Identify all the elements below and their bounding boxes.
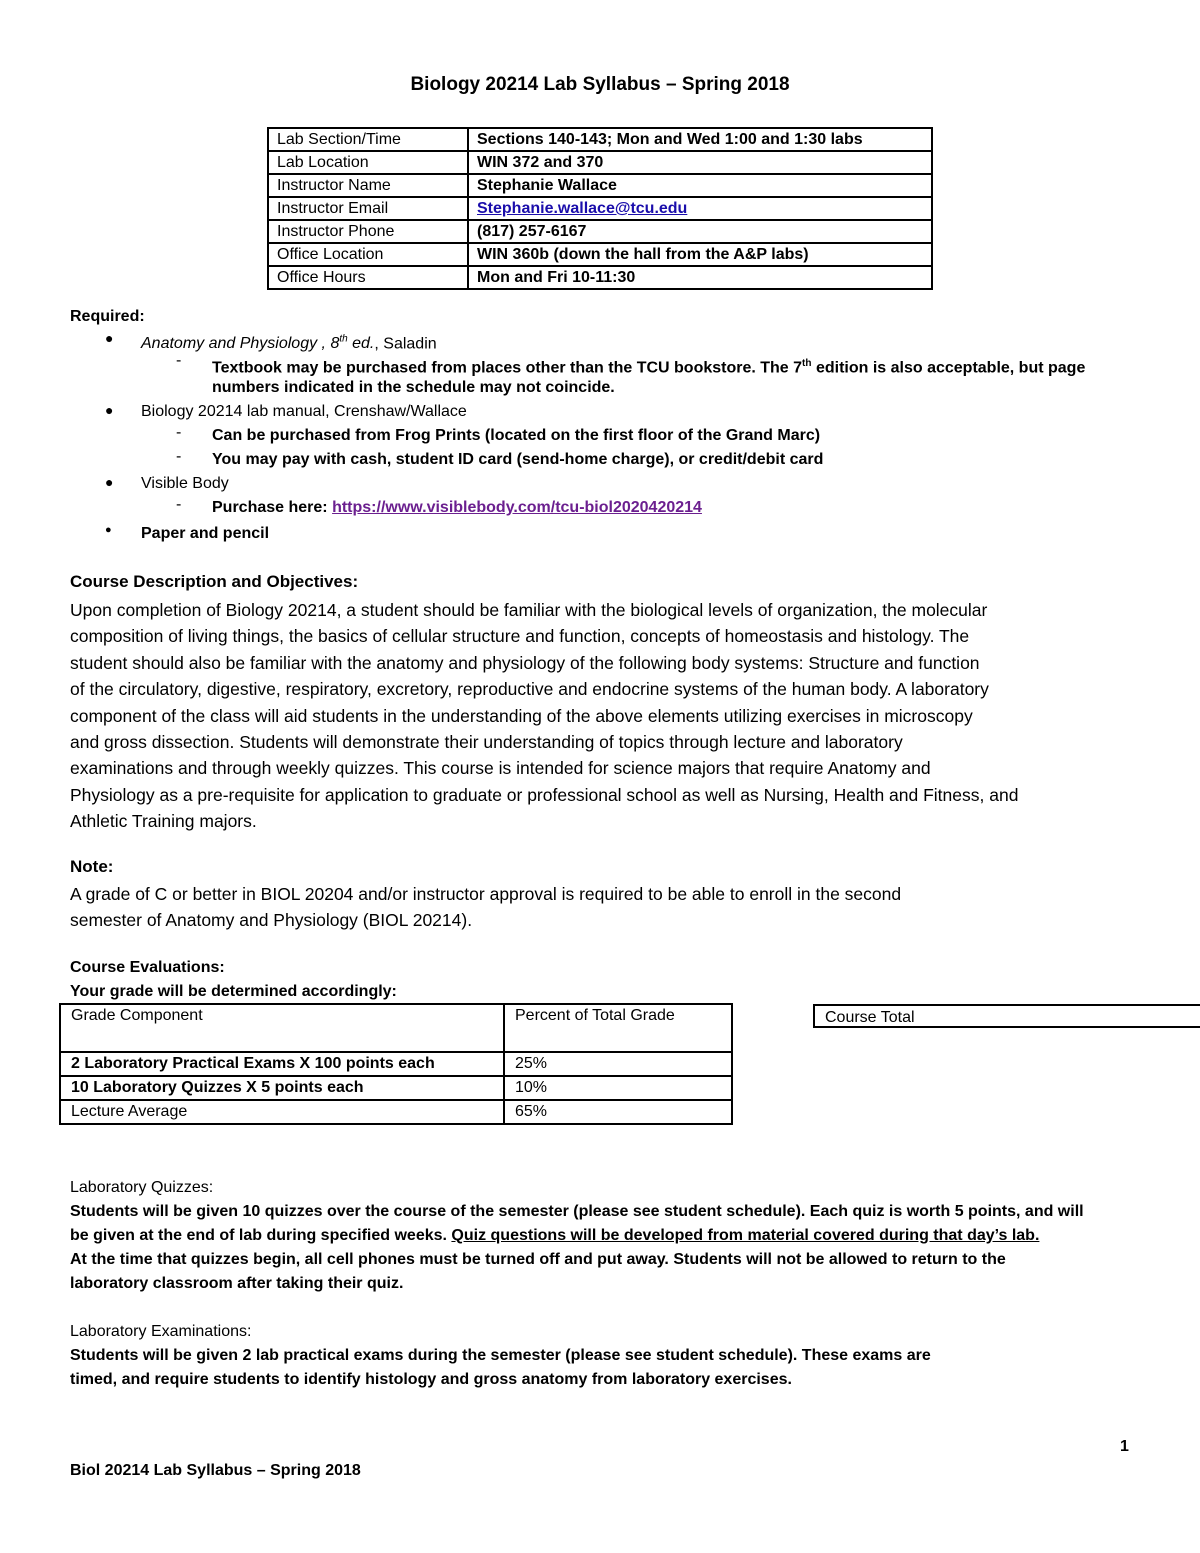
info-key: Instructor Name bbox=[268, 174, 468, 197]
table-row bbox=[268, 151, 932, 174]
required-heading: Required: bbox=[70, 308, 145, 325]
grade-component: 10 Laboratory Quizzes X 5 points each bbox=[60, 1076, 504, 1100]
quizzes-heading: Laboratory Quizzes: bbox=[70, 1179, 214, 1196]
dash-icon: - bbox=[176, 424, 182, 441]
textbook-author: , Saladin bbox=[374, 335, 437, 353]
table-header-row bbox=[60, 1004, 732, 1052]
info-value: (817) 257-6167 bbox=[468, 220, 932, 243]
text-line: A grade of C or better in BIOL 20204 and/or instructor approval is required to be able to enroll in the second bbox=[70, 884, 902, 904]
info-value: WIN 360b (down the hall from the A&P labs) bbox=[468, 243, 932, 266]
course-description-heading: Course Description and Objectives: bbox=[70, 572, 359, 591]
info-value: Sections 140-143; Mon and Wed 1:00 and 1:30 labs bbox=[468, 128, 932, 151]
textbook-title: Anatomy and Physiology , 8th ed. bbox=[141, 334, 375, 353]
grade-percent: 65% bbox=[504, 1100, 732, 1124]
info-key: Lab Section/Time bbox=[268, 128, 468, 151]
dash-icon: - bbox=[176, 448, 182, 465]
info-key: Office Location bbox=[268, 243, 468, 266]
bullet-icon: ● bbox=[105, 330, 114, 346]
text-line: laboratory classroom after taking their quiz. bbox=[70, 1275, 404, 1292]
table-row bbox=[268, 220, 932, 243]
table-row bbox=[60, 1076, 732, 1100]
info-key: Office Hours bbox=[268, 266, 468, 289]
required-item-paper: Paper and pencil bbox=[141, 525, 270, 542]
lab-manual-note: Can be purchased from Frog Prints (located on the first floor of the Grand Marc) bbox=[212, 427, 821, 444]
info-key: Lab Location bbox=[268, 151, 468, 174]
lab-manual-note: You may pay with cash, student ID card (send-home charge), or credit/debit card bbox=[212, 451, 824, 468]
text-line: semester of Anatomy and Physiology (BIOL 20214). bbox=[70, 910, 473, 931]
text-line: Students will be given 2 lab practical exams during the semester (please see student schedule). These exams are bbox=[70, 1347, 931, 1364]
grade-component: 2 Laboratory Practical Exams X 100 points each bbox=[60, 1052, 504, 1076]
table-row bbox=[268, 243, 932, 266]
visible-body-link[interactable]: https://www.visiblebody.com/tcu-biol2020420214 bbox=[332, 499, 702, 516]
text-line bbox=[70, 1224, 1130, 1248]
bullet-icon: ● bbox=[105, 474, 114, 490]
bullet-icon: ● bbox=[105, 524, 112, 536]
course-description-text bbox=[70, 597, 1130, 835]
textbook-note-line: numbers indicated in the schedule may not coincide. bbox=[212, 379, 615, 396]
text-line: composition of living things, the basics of cellular structure and function, concepts of homeostasis and histology. The bbox=[70, 626, 970, 647]
table-row bbox=[60, 1100, 732, 1124]
grade-percent: 10% bbox=[504, 1076, 732, 1100]
required-item-visible-body: Visible Body bbox=[141, 475, 229, 492]
text-line: component of the class will aid students in the understanding of the above elements utilizing exercises in microscopy bbox=[70, 705, 973, 726]
info-value: Stephanie Wallace bbox=[468, 174, 932, 197]
quizzes-text bbox=[70, 1200, 1130, 1296]
info-key: Instructor Phone bbox=[268, 220, 468, 243]
info-key: Instructor Email bbox=[268, 197, 468, 220]
evaluations-heading: Course Evaluations: bbox=[70, 959, 225, 976]
bullet-icon: ● bbox=[105, 402, 114, 418]
underlined-text: Quiz questions will be developed from material covered during that day’s lab. bbox=[451, 1227, 1040, 1244]
text-line: student should also be familiar with the anatomy and physiology of the following body systems: Structure and function bbox=[70, 652, 980, 673]
grade-table bbox=[59, 1003, 733, 1125]
evaluations-subheading: Your grade will be determined accordingly: bbox=[70, 983, 397, 1000]
info-value: Mon and Fri 10-11:30 bbox=[468, 266, 932, 289]
text-line: Students will be given 10 quizzes over the course of the semester (please see student schedule). Each quiz is worth 5 points, and will bbox=[70, 1203, 1084, 1220]
info-value: WIN 372 and 370 bbox=[468, 151, 932, 174]
note-text bbox=[70, 881, 1130, 934]
page-footer: Biol 20214 Lab Syllabus – Spring 2018 bbox=[70, 1462, 361, 1479]
table-row bbox=[268, 197, 932, 220]
table-row bbox=[268, 128, 932, 151]
text-line: timed, and require students to identify histology and gross anatomy from laboratory exercises. bbox=[70, 1371, 792, 1388]
text-line: Upon completion of Biology 20214, a student should be familiar with the biological levels of organization, the molecular bbox=[70, 600, 988, 620]
page-number: 1 bbox=[1120, 1438, 1129, 1455]
table-row bbox=[60, 1052, 732, 1076]
instructor-email-link[interactable]: Stephanie.wallace@tcu.edu bbox=[477, 200, 688, 217]
text-line: At the time that quizzes begin, all cell phones must be turned off and put away. Students will not be allowed to return to the bbox=[70, 1251, 1006, 1268]
text-line: Athletic Training majors. bbox=[70, 811, 257, 832]
column-header: Grade Component bbox=[60, 1004, 504, 1052]
course-total-box: Course Total bbox=[813, 1004, 1200, 1028]
required-item-lab-manual: Biology 20214 lab manual, Crenshaw/Wallace bbox=[141, 403, 467, 420]
text-line: of the circulatory, digestive, respiratory, excretory, reproductive and endocrine systems of the human body. A laboratory bbox=[70, 679, 989, 700]
dash-icon: - bbox=[176, 352, 182, 369]
page-title: Biology 20214 Lab Syllabus – Spring 2018 bbox=[410, 74, 790, 95]
course-info-table bbox=[267, 127, 933, 290]
table-row bbox=[268, 174, 932, 197]
text-line: examinations and through weekly quizzes. This course is intended for science majors that require Anatomy and bbox=[70, 758, 931, 779]
column-header: Percent of Total Grade bbox=[504, 1004, 732, 1052]
dash-icon: - bbox=[176, 496, 182, 513]
grade-percent: 25% bbox=[504, 1052, 732, 1076]
text-span: be given at the end of lab during specified weeks. bbox=[70, 1227, 452, 1244]
exams-text bbox=[70, 1344, 1130, 1392]
note-heading: Note: bbox=[70, 857, 114, 876]
grade-component: Lecture Average bbox=[60, 1100, 504, 1124]
exams-heading: Laboratory Examinations: bbox=[70, 1323, 252, 1340]
text-line: and gross dissection. Students will demonstrate their understanding of topics through lecture and laboratory bbox=[70, 732, 903, 753]
textbook-note-line: Textbook may be purchased from places other than the TCU bookstore. The 7th edition is also acceptable, but page bbox=[212, 358, 1086, 377]
purchase-label: Purchase here: bbox=[212, 499, 333, 516]
table-row bbox=[268, 266, 932, 289]
text-line: Physiology as a pre-requisite for application to graduate or professional school as well as Nursing, Health and Fitness, and bbox=[70, 784, 1019, 805]
visible-body-purchase bbox=[212, 496, 702, 520]
